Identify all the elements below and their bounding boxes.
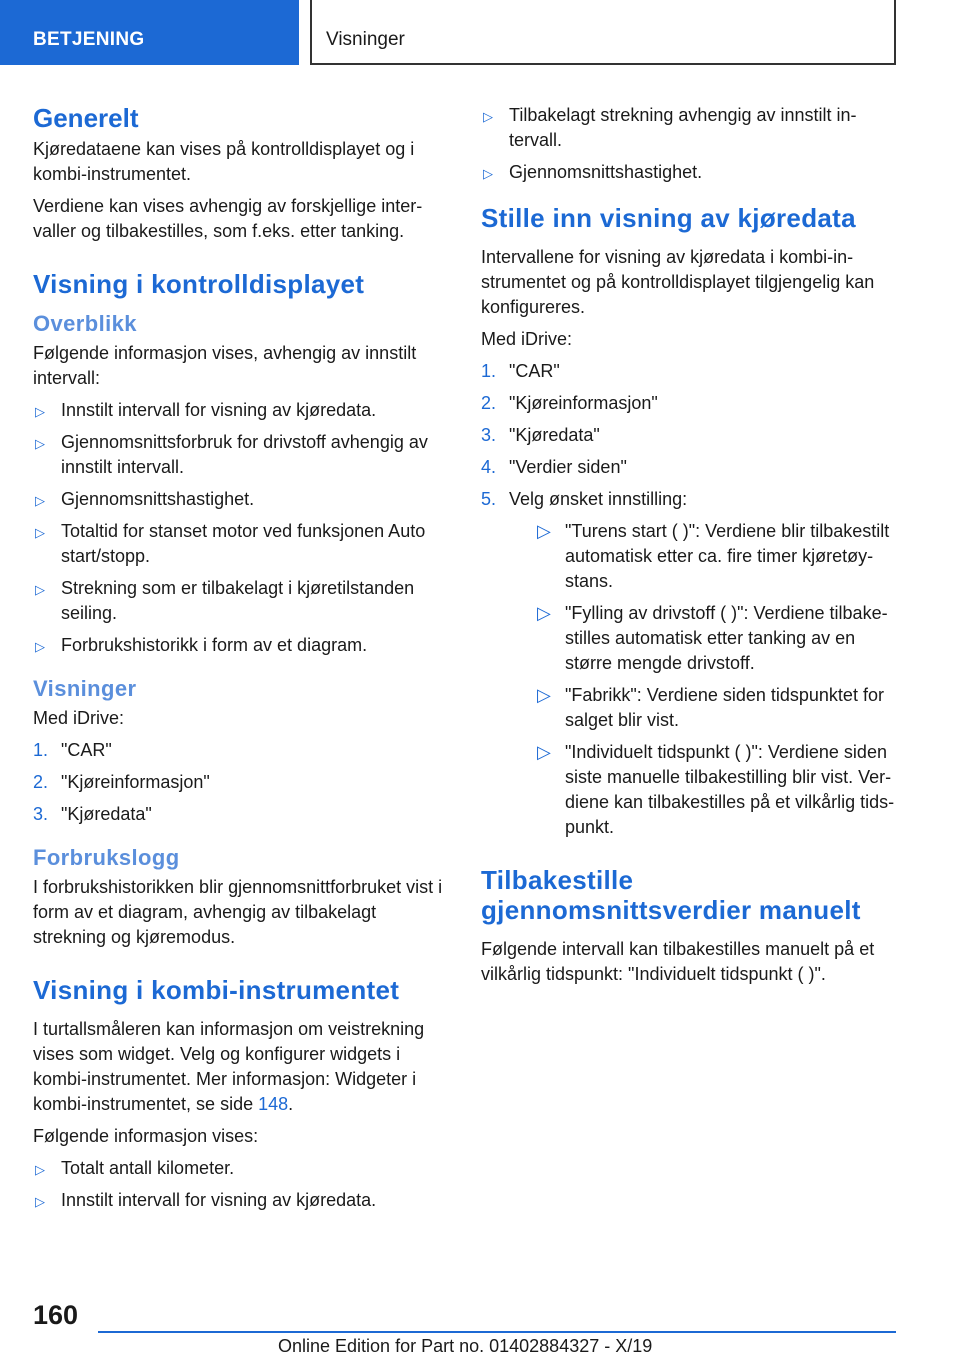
paragraph: Med iDrive: (33, 708, 125, 728)
overblikk-list (33, 398, 448, 658)
list-item: ▷ "Individuelt tidspunkt ( )": Verdiene siden siste manuelle tilbakestilling blir vist. Ver-diene kan tilbakestilles på et vilkårlig tids-punkt. (537, 742, 895, 837)
footer-divider (98, 1331, 896, 1333)
kombi-list-continued (481, 103, 901, 185)
list-item: ▷ "Fabrikk": Verdiene siden tidspunktet for salget blir vist. (537, 685, 884, 730)
step-item: 2. "Kjøreinformasjon" (33, 772, 210, 792)
chapter-title: BETJENING (33, 29, 145, 50)
paragraph: Følgende intervall kan tilbakestilles manuelt på et vilkårlig tidspunkt: "Individuelt tidspunkt ( )". (481, 939, 875, 984)
heading-kontrolldisplay: Visning i kontrolldisplayet (33, 269, 365, 299)
left-column (33, 103, 448, 1220)
paragraph: I turtallsmåleren kan informasjon om veistrekning vises som widget. Velg og konfigurer widgets i kombi-instrumentet. Mer informasjon: Widgeter i kombi-instrumentet, se side 148. (33, 1019, 425, 1114)
step-item: 1. "CAR" (33, 740, 112, 760)
list-item: ▷ Gjennomsnittshastighet. (33, 487, 448, 512)
list-item: ▷ "Turens start ( )": Verdiene blir tilbakestilt automatisk etter ca. fire timer kjøretøy-stans. (537, 521, 890, 591)
footer-edition: Online Edition for Part no. 01402884327 - X/19 (278, 1336, 653, 1356)
page-number: 160 (33, 1300, 79, 1330)
triangle-bullet-icon: ▷ (483, 109, 493, 124)
triangle-bullet-icon: ▷ (537, 521, 551, 541)
section-title: Visninger (326, 29, 405, 50)
step-item: 2. "Kjøreinformasjon" (481, 393, 658, 413)
heading-visninger: Visninger (33, 676, 137, 701)
heading-stille-inn: Stille inn visning av kjøredata (481, 203, 856, 233)
kombi-list (33, 1156, 448, 1213)
triangle-bullet-icon: ▷ (35, 582, 45, 597)
list-item: ▷ Innstilt intervall for visning av kjøredata. (33, 1188, 448, 1213)
paragraph: Følgende informasjon vises, avhengig av innstilt intervall: (33, 343, 417, 388)
list-item: ▷ Totaltid for stanset motor ved funksjonen Auto start/stopp. (35, 521, 426, 566)
triangle-bullet-icon: ▷ (35, 404, 45, 419)
triangle-bullet-icon: ▷ (35, 639, 45, 654)
paragraph: I forbrukshistorikken blir gjennomsnittforbruket vist i form av et diagram, avhengig av tilbakelagt strekning og kjøremodus. (33, 877, 443, 947)
paragraph: Følgende informasjon vises: (33, 1126, 259, 1146)
step-item: 1. "CAR" (481, 361, 560, 381)
triangle-bullet-icon: ▷ (35, 1162, 45, 1177)
paragraph: Kjøredataene kan vises på kontrolldisplayet og i kombi-instrumentet. (33, 139, 415, 184)
stille-steps (481, 359, 901, 840)
triangle-bullet-icon: ▷ (35, 525, 45, 540)
step-item: 3. "Kjøredata" (481, 425, 600, 445)
triangle-bullet-icon: ▷ (537, 685, 551, 705)
list-item: ▷ Totalt antall kilometer. (33, 1156, 448, 1181)
list-item: ▷ Tilbakelagt strekning avhengig av innstilt in-tervall. (483, 105, 857, 150)
paragraph: Med iDrive: (481, 329, 573, 349)
chapter-tab (0, 0, 299, 65)
step-item: 3. "Kjøredata" (33, 804, 152, 824)
heading-generelt: Generelt (33, 103, 139, 133)
list-item: ▷ "Fylling av drivstoff ( )": Verdiene tilbake-stilles automatisk etter tanking av en større mengde drivstoff. (537, 603, 888, 673)
triangle-bullet-icon: ▷ (35, 1194, 45, 1209)
list-item: ▷ Forbrukshistorikk i form av et diagram. (33, 633, 448, 658)
heading-kombi: Visning i kombi-instrumentet (33, 975, 400, 1005)
section-header (310, 0, 896, 65)
heading-forbrukslogg: Forbrukslogg (33, 845, 180, 870)
paragraph: Verdiene kan vises avhengig av forskjellige inter-valler og tilbakestilles, som f.eks. etter tanking. (33, 196, 423, 241)
list-item: ▷ Innstilt intervall for visning av kjøredata. (33, 398, 448, 423)
triangle-bullet-icon: ▷ (537, 742, 551, 762)
setting-options-list (537, 519, 901, 840)
triangle-bullet-icon: ▷ (537, 603, 551, 623)
right-column (481, 103, 901, 994)
triangle-bullet-icon: ▷ (35, 493, 45, 508)
triangle-bullet-icon: ▷ (483, 166, 493, 181)
step-item: 4. "Verdier siden" (481, 457, 627, 477)
paragraph: Intervallene for visning av kjøredata i kombi-in-strumentet og på kontrolldisplayet tilgjengelig kan konfigureres. (481, 247, 875, 317)
heading-tilbakestille: Tilbakestille gjennomsnittsverdier manuelt (481, 865, 861, 925)
triangle-bullet-icon: ▷ (35, 436, 45, 451)
list-item: ▷ Gjennomsnittshastighet. (481, 160, 901, 185)
step-item: 5. Velg ønsket innstilling: ▷ "Turens start ( )": Verdiene blir tilbakestilt automatisk etter ca. fire timer kjøretøy-stans. ▷ "Fylling av drivstoff ( )": Verdiene tilbake-stilles automatisk etter tanking av en større mengde drivstoff. ▷ "Fabrikk": Verdiene siden tidspunktet for salget blir vist. ▷ "Individuelt tidspunkt ( )": Verdiene siden siste manuelle tilbakestilling blir vist. Ver-diene kan tilbakestilles på et vilkårlig tids-punkt. (481, 487, 901, 840)
list-item: ▷ Gjennomsnittsforbruk for drivstoff avhengig av innstilt intervall. (35, 432, 428, 477)
heading-overblikk: Overblikk (33, 311, 137, 336)
list-item: ▷ Strekning som er tilbakelagt i kjøretilstanden seiling. (35, 578, 415, 623)
visninger-steps (33, 738, 448, 827)
page-reference-link[interactable]: 148 (258, 1094, 289, 1114)
